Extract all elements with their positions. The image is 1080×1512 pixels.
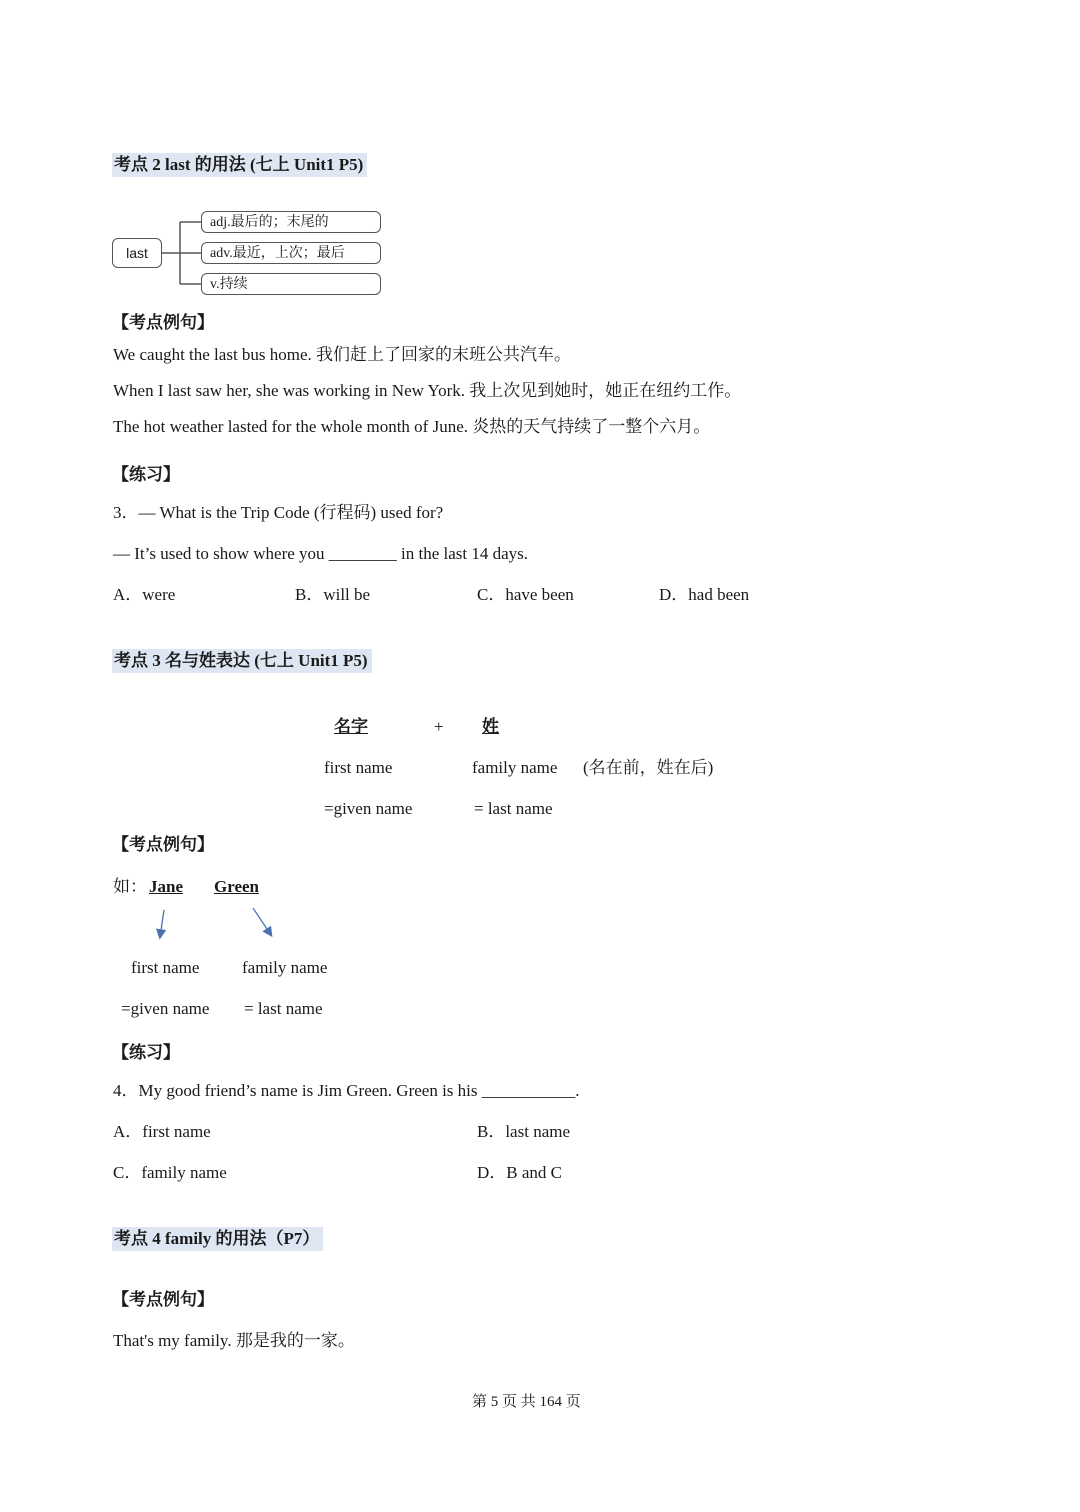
question-3-option-c: C．have been bbox=[477, 585, 574, 604]
question-4-prompt: 4．My good friend’s name is Jim Green. Green is his ___________. bbox=[113, 1081, 580, 1100]
example-first-name: Jane bbox=[149, 877, 183, 896]
question-4-option-c: C．family name bbox=[113, 1163, 227, 1182]
mindmap-connectors bbox=[0, 0, 1080, 320]
mindmap-branch-adj: adj.最后的；末尾的 bbox=[201, 211, 381, 233]
example-sentence-3: The hot weather lasted for the whole month of June. 炎热的天气持续了一整个六月。 bbox=[113, 417, 711, 436]
example-family-name-label: family name bbox=[242, 958, 328, 977]
page-number-footer: 第 5 页 共 164 页 bbox=[472, 1394, 581, 1410]
question-3-option-a: A．were bbox=[113, 585, 176, 604]
example-last-name-label: = last name bbox=[244, 999, 323, 1018]
table-family-name: family name bbox=[472, 758, 558, 777]
question-3-prompt: 3．— What is the Trip Code (行程码) used for? bbox=[113, 503, 444, 522]
plus-sign: + bbox=[434, 717, 444, 736]
question-3-answer-line: — It’s used to show where you ________ in the last 14 days. bbox=[113, 544, 529, 563]
section-2-examples-label: 【考点例句】 bbox=[112, 313, 214, 332]
example-sentence-1: We caught the last bus home. 我们赶上了回家的末班公共汽车。 bbox=[113, 345, 572, 364]
section-3-heading: 考点 3 名与姓表达 (七上 Unit1 P5) bbox=[112, 649, 372, 673]
table-first-name: first name bbox=[324, 758, 393, 777]
question-3-option-b: B．will be bbox=[295, 585, 371, 604]
section-3-practice-label: 【练习】 bbox=[112, 1043, 180, 1062]
example-first-name-label: first name bbox=[131, 958, 200, 977]
arrow-down-right-icon bbox=[253, 908, 271, 935]
example-prefix: 如： bbox=[113, 877, 147, 896]
given-name-heading: 名字 bbox=[334, 717, 368, 736]
section-3-examples-label: 【考点例句】 bbox=[112, 835, 214, 854]
table-order-note: (名在前，姓在后) bbox=[583, 758, 714, 777]
example-given-name-label: =given name bbox=[121, 999, 210, 1018]
section-2-heading: 考点 2 last 的用法 (七上 Unit1 P5) bbox=[112, 153, 367, 177]
question-4-option-d: D．B and C bbox=[477, 1163, 562, 1182]
section-4-heading: 考点 4 family 的用法（P7） bbox=[112, 1227, 323, 1251]
mindmap-root: last bbox=[112, 238, 162, 268]
section-2-practice-label: 【练习】 bbox=[112, 465, 180, 484]
table-given-name: =given name bbox=[324, 799, 413, 818]
question-3-option-d: D．had been bbox=[659, 585, 750, 604]
table-last-name: = last name bbox=[474, 799, 553, 818]
example-arrows bbox=[140, 900, 290, 950]
section-4-examples-label: 【考点例句】 bbox=[112, 1290, 214, 1309]
question-4-option-b: B．last name bbox=[477, 1122, 571, 1141]
question-4-option-a: A．first name bbox=[113, 1122, 211, 1141]
example-sentence-2: When I last saw her, she was working in New York. 我上次见到她时，她正在纽约工作。 bbox=[113, 381, 742, 400]
arrow-down-left-icon bbox=[160, 910, 164, 937]
family-name-heading: 姓 bbox=[482, 717, 499, 736]
section-4-example-sentence: That's my family. 那是我的一家。 bbox=[113, 1331, 355, 1350]
mindmap-branch-adv: adv.最近，上次；最后 bbox=[201, 242, 381, 264]
mindmap-branch-verb: v.持续 bbox=[201, 273, 381, 295]
example-last-name: Green bbox=[214, 877, 260, 896]
